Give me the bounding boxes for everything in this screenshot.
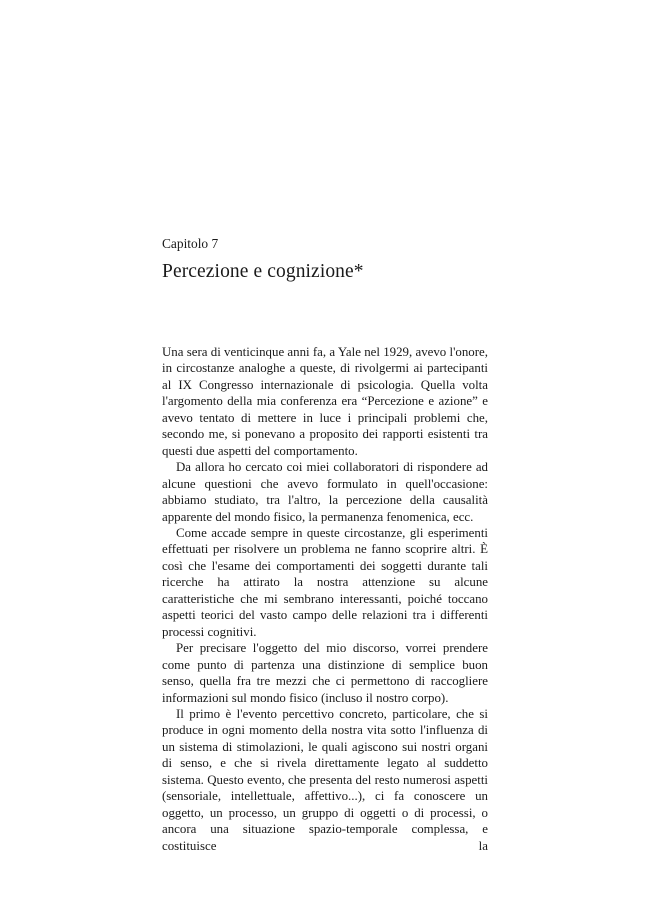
paragraph: Da allora ho cercato coi miei collaboratori di rispondere ad alcune questioni che avevo formulato in quell'occasione: abbiamo studiato, tra l'altro, la percezione della causalità apparente del mondo fisico, la permanenza fenomenica, ecc. (162, 460, 488, 524)
chapter-title: Percezione e cognizione* (162, 261, 364, 282)
paragraph: Per precisare l'oggetto del mio discorso, vorrei prendere come punto di partenza una distinzione di semplice buon senso, quella fra tre mezzi che ci permettono di raccogliere informazioni sul mondo fisico (incluso il nostro corpo). (162, 641, 488, 705)
paragraph: Una sera di venticinque anni fa, a Yale nel 1929, avevo l'onore, in circostanze analoghe a queste, di rivolgermi ai partecipanti al IX Congresso internazionale di psicologia. Quella volta l'argomento della mia conferenza era “Percezione e azione” e avevo tentato di mettere in luce i principali problemi che, secondo me, si ponevano a proposito dei rapporti esistenti tra questi due aspetti del comportamento. (162, 345, 488, 458)
chapter-label: Capitolo 7 (162, 236, 219, 251)
paragraph: Il primo è l'evento percettivo concreto, particolare, che si produce in ogni momento della nostra vita sotto l'influenza di un sistema di stimolazioni, le quali agiscono sui nostri organi di senso, e che si rivela direttamente legato al suddetto sistema. Questo evento, che presenta del resto numerosi aspetti (sensoriale, intellettuale, affettivo...), ci fa conoscere un oggetto, un processo, un gruppo di oggetti o di processi, o ancora una situazione spazio-temporale complessa, e costituisce la (162, 706, 488, 853)
paragraph: Come accade sempre in queste circostanze, gli esperimenti effettuati per risolvere un problema ne fanno scoprire altri. È così che l'esame dei comportamenti dei soggetti durante tali ricerche ha attirato la nostra attenzione su alcune caratteristiche che mi sembrano interessanti, poiché toccano aspetti teorici del vasto campo delle relazioni tra i differenti processi cognitivi. (162, 525, 488, 639)
body-text (162, 344, 488, 854)
